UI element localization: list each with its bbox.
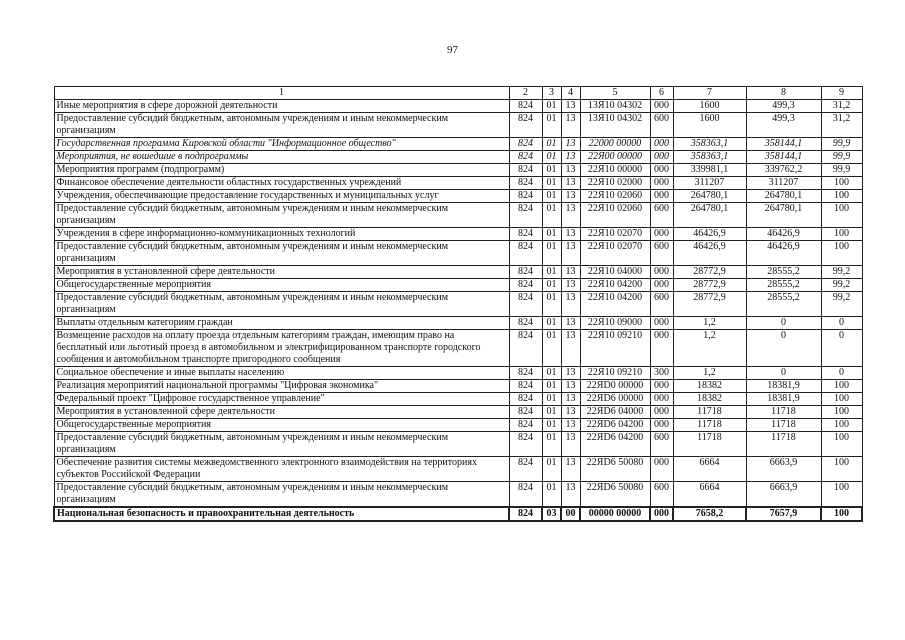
table-row [54, 419, 862, 432]
percent-cell: 100 [821, 432, 862, 457]
section-cell: 01 [542, 241, 561, 266]
subsection-cell: 13 [561, 266, 580, 279]
table-header-row [54, 87, 862, 100]
name-cell: Выплаты отдельным категориям граждан [54, 317, 509, 330]
target-article-cell: 22ЯD6 04200 [580, 432, 650, 457]
name-cell: Учреждения, обеспечивающие предоставление государственных и муниципальных услуг [54, 190, 509, 203]
expense-type-cell: 000 [650, 151, 673, 164]
name-cell: Учреждения в сфере информационно-коммуникационных технологий [54, 228, 509, 241]
actual-amount-cell: 18381,9 [746, 393, 821, 406]
plan-amount-cell: 311207 [673, 177, 746, 190]
chapter-cell: 824 [509, 151, 542, 164]
name-cell: Обеспечение развития системы межведомственного электронного взаимодействия на территориях субъектов Российской Федерации [54, 457, 509, 482]
name-cell: Иные мероприятия в сфере дорожной деятельности [54, 100, 509, 113]
name-cell: Федеральный проект "Цифровое государственное управление" [54, 393, 509, 406]
subsection-cell: 13 [561, 432, 580, 457]
expense-type-cell: 600 [650, 432, 673, 457]
plan-amount-cell: 18382 [673, 393, 746, 406]
chapter-cell: 824 [509, 482, 542, 508]
percent-cell: 99,9 [821, 164, 862, 177]
percent-cell: 99,2 [821, 279, 862, 292]
actual-amount-cell: 28555,2 [746, 266, 821, 279]
actual-amount-cell: 264780,1 [746, 203, 821, 228]
subsection-cell: 00 [561, 507, 580, 521]
actual-amount-cell: 11718 [746, 419, 821, 432]
target-article-cell: 22ЯD6 50080 [580, 457, 650, 482]
subsection-cell: 13 [561, 419, 580, 432]
actual-amount-cell: 28555,2 [746, 279, 821, 292]
expense-type-cell: 000 [650, 164, 673, 177]
expense-type-cell: 600 [650, 113, 673, 138]
table-row [54, 317, 862, 330]
chapter-cell: 824 [509, 241, 542, 266]
page-number: 97 [447, 44, 458, 56]
plan-amount-cell: 6664 [673, 457, 746, 482]
plan-amount-cell: 7658,2 [673, 507, 746, 521]
chapter-cell: 824 [509, 228, 542, 241]
expense-type-cell: 000 [650, 266, 673, 279]
plan-amount-cell: 28772,9 [673, 266, 746, 279]
plan-amount-cell: 11718 [673, 406, 746, 419]
percent-cell: 100 [821, 406, 862, 419]
chapter-cell: 824 [509, 292, 542, 317]
section-cell: 01 [542, 393, 561, 406]
percent-cell: 100 [821, 393, 862, 406]
header-cell: 4 [561, 87, 580, 100]
actual-amount-cell: 46426,9 [746, 228, 821, 241]
actual-amount-cell: 6663,9 [746, 457, 821, 482]
table-row [54, 266, 862, 279]
subsection-cell: 13 [561, 177, 580, 190]
chapter-cell: 824 [509, 507, 542, 521]
subsection-cell: 13 [561, 292, 580, 317]
subsection-cell: 13 [561, 279, 580, 292]
name-cell: Национальная безопасность и правоохранительная деятельность [54, 507, 509, 521]
section-cell: 01 [542, 330, 561, 367]
plan-amount-cell: 18382 [673, 380, 746, 393]
expense-type-cell: 000 [650, 393, 673, 406]
section-cell: 01 [542, 419, 561, 432]
name-cell: Финансовое обеспечение деятельности областных государственных учреждений [54, 177, 509, 190]
plan-amount-cell: 11718 [673, 432, 746, 457]
plan-amount-cell: 28772,9 [673, 292, 746, 317]
name-cell: Мероприятия в установленной сфере деятельности [54, 406, 509, 419]
chapter-cell: 824 [509, 457, 542, 482]
subsection-cell: 13 [561, 406, 580, 419]
actual-amount-cell: 358144,1 [746, 151, 821, 164]
actual-amount-cell: 46426,9 [746, 241, 821, 266]
plan-amount-cell: 1,2 [673, 330, 746, 367]
chapter-cell: 824 [509, 279, 542, 292]
percent-cell: 31,2 [821, 100, 862, 113]
section-cell: 01 [542, 482, 561, 508]
table-row [54, 406, 862, 419]
percent-cell: 100 [821, 177, 862, 190]
subsection-cell: 13 [561, 113, 580, 138]
plan-amount-cell: 6664 [673, 482, 746, 508]
section-cell: 01 [542, 266, 561, 279]
target-article-cell: 22Я10 09210 [580, 330, 650, 367]
subsection-cell: 13 [561, 100, 580, 113]
chapter-cell: 824 [509, 266, 542, 279]
expense-type-cell: 600 [650, 292, 673, 317]
expense-type-cell: 000 [650, 406, 673, 419]
expense-type-cell: 000 [650, 507, 673, 521]
chapter-cell: 824 [509, 419, 542, 432]
percent-cell: 99,9 [821, 151, 862, 164]
chapter-cell: 824 [509, 432, 542, 457]
section-cell: 01 [542, 190, 561, 203]
expense-type-cell: 000 [650, 419, 673, 432]
actual-amount-cell: 11718 [746, 432, 821, 457]
percent-cell: 100 [821, 507, 862, 521]
section-cell: 01 [542, 432, 561, 457]
section-cell: 01 [542, 367, 561, 380]
name-cell: Реализация мероприятий национальной программы "Цифровая экономика" [54, 380, 509, 393]
expense-type-cell: 600 [650, 203, 673, 228]
section-cell: 01 [542, 164, 561, 177]
expense-type-cell: 000 [650, 138, 673, 151]
expense-type-cell: 000 [650, 380, 673, 393]
target-article-cell: 13Я10 04302 [580, 100, 650, 113]
table-row [54, 279, 862, 292]
actual-amount-cell: 28555,2 [746, 292, 821, 317]
expense-type-cell: 000 [650, 228, 673, 241]
expense-type-cell: 600 [650, 241, 673, 266]
section-cell: 01 [542, 317, 561, 330]
subsection-cell: 13 [561, 393, 580, 406]
target-article-cell: 22Я10 02060 [580, 203, 650, 228]
table-row [54, 367, 862, 380]
actual-amount-cell: 499,3 [746, 113, 821, 138]
target-article-cell: 22Я10 09000 [580, 317, 650, 330]
subsection-cell: 13 [561, 164, 580, 177]
header-cell: 7 [673, 87, 746, 100]
percent-cell: 100 [821, 380, 862, 393]
plan-amount-cell: 1600 [673, 113, 746, 138]
actual-amount-cell: 7657,9 [746, 507, 821, 521]
target-article-cell: 22Я10 02060 [580, 190, 650, 203]
percent-cell: 100 [821, 203, 862, 228]
name-cell: Общегосударственные мероприятия [54, 279, 509, 292]
target-article-cell: 13Я10 04302 [580, 113, 650, 138]
section-cell: 01 [542, 203, 561, 228]
target-article-cell: 22ЯD6 00000 [580, 393, 650, 406]
plan-amount-cell: 1600 [673, 100, 746, 113]
table-row [54, 151, 862, 164]
name-cell: Предоставление субсидий бюджетным, автономным учреждениям и иным некоммерческим организациям [54, 113, 509, 138]
percent-cell: 99,2 [821, 266, 862, 279]
chapter-cell: 824 [509, 164, 542, 177]
actual-amount-cell: 311207 [746, 177, 821, 190]
plan-amount-cell: 28772,9 [673, 279, 746, 292]
percent-cell: 0 [821, 367, 862, 380]
plan-amount-cell: 264780,1 [673, 203, 746, 228]
section-cell: 03 [542, 507, 561, 521]
table-row [54, 241, 862, 266]
plan-amount-cell: 339981,1 [673, 164, 746, 177]
chapter-cell: 824 [509, 367, 542, 380]
expense-type-cell: 000 [650, 100, 673, 113]
header-cell: 1 [54, 87, 509, 100]
percent-cell: 100 [821, 241, 862, 266]
section-cell: 01 [542, 457, 561, 482]
actual-amount-cell: 358144,1 [746, 138, 821, 151]
section-cell: 01 [542, 279, 561, 292]
expense-type-cell: 000 [650, 330, 673, 367]
plan-amount-cell: 46426,9 [673, 241, 746, 266]
table-row [54, 482, 862, 508]
table-row [54, 330, 862, 367]
plan-amount-cell: 46426,9 [673, 228, 746, 241]
header-cell: 5 [580, 87, 650, 100]
actual-amount-cell: 18381,9 [746, 380, 821, 393]
chapter-cell: 824 [509, 113, 542, 138]
chapter-cell: 824 [509, 406, 542, 419]
table-row [54, 380, 862, 393]
target-article-cell: 22Я10 04000 [580, 266, 650, 279]
chapter-cell: 824 [509, 393, 542, 406]
table-row [54, 113, 862, 138]
table-row [54, 228, 862, 241]
percent-cell: 100 [821, 228, 862, 241]
percent-cell: 100 [821, 482, 862, 508]
target-article-cell: 22ЯD0 00000 [580, 380, 650, 393]
percent-cell: 0 [821, 317, 862, 330]
target-article-cell: 22Я10 04200 [580, 292, 650, 317]
percent-cell: 100 [821, 457, 862, 482]
subsection-cell: 13 [561, 203, 580, 228]
expense-type-cell: 000 [650, 457, 673, 482]
subsection-cell: 13 [561, 241, 580, 266]
subsection-cell: 13 [561, 457, 580, 482]
table-row [54, 100, 862, 113]
target-article-cell: 22Я10 02070 [580, 228, 650, 241]
name-cell: Мероприятия программ (подпрограмм) [54, 164, 509, 177]
table-row [54, 292, 862, 317]
actual-amount-cell: 339762,2 [746, 164, 821, 177]
table-row [54, 138, 862, 151]
section-cell: 01 [542, 177, 561, 190]
header-cell: 3 [542, 87, 561, 100]
target-article-cell: 22Я10 00000 [580, 164, 650, 177]
subsection-cell: 13 [561, 190, 580, 203]
name-cell: Общегосударственные мероприятия [54, 419, 509, 432]
table-row [54, 507, 862, 521]
plan-amount-cell: 1,2 [673, 367, 746, 380]
expense-type-cell: 000 [650, 279, 673, 292]
table-row [54, 164, 862, 177]
section-cell: 01 [542, 100, 561, 113]
target-article-cell: 22ЯD6 04000 [580, 406, 650, 419]
section-cell: 01 [542, 406, 561, 419]
target-article-cell: 00000 00000 [580, 507, 650, 521]
section-cell: 01 [542, 138, 561, 151]
expense-type-cell: 000 [650, 317, 673, 330]
actual-amount-cell: 264780,1 [746, 190, 821, 203]
percent-cell: 0 [821, 330, 862, 367]
plan-amount-cell: 264780,1 [673, 190, 746, 203]
table-row [54, 190, 862, 203]
section-cell: 01 [542, 380, 561, 393]
actual-amount-cell: 499,3 [746, 100, 821, 113]
subsection-cell: 13 [561, 367, 580, 380]
target-article-cell: 22000 00000 [580, 138, 650, 151]
chapter-cell: 824 [509, 100, 542, 113]
header-cell: 6 [650, 87, 673, 100]
subsection-cell: 13 [561, 482, 580, 508]
section-cell: 01 [542, 113, 561, 138]
chapter-cell: 824 [509, 203, 542, 228]
plan-amount-cell: 358363,1 [673, 151, 746, 164]
chapter-cell: 824 [509, 190, 542, 203]
name-cell: Предоставление субсидий бюджетным, автономным учреждениям и иным некоммерческим организациям [54, 292, 509, 317]
plan-amount-cell: 11718 [673, 419, 746, 432]
expense-type-cell: 600 [650, 482, 673, 508]
target-article-cell: 22Я10 04200 [580, 279, 650, 292]
header-cell: 9 [821, 87, 862, 100]
actual-amount-cell: 6663,9 [746, 482, 821, 508]
name-cell: Социальное обеспечение и иные выплаты населению [54, 367, 509, 380]
section-cell: 01 [542, 151, 561, 164]
header-cell: 8 [746, 87, 821, 100]
expense-type-cell: 000 [650, 190, 673, 203]
percent-cell: 99,9 [821, 138, 862, 151]
expense-type-cell: 300 [650, 367, 673, 380]
section-cell: 01 [542, 292, 561, 317]
actual-amount-cell: 11718 [746, 406, 821, 419]
section-cell: 01 [542, 228, 561, 241]
table-row [54, 203, 862, 228]
subsection-cell: 13 [561, 330, 580, 367]
table-row [54, 432, 862, 457]
percent-cell: 100 [821, 190, 862, 203]
name-cell: Мероприятия, не вошедшие в подпрограммы [54, 151, 509, 164]
header-cell: 2 [509, 87, 542, 100]
name-cell: Государственная программа Кировской области "Информационное общество" [54, 138, 509, 151]
subsection-cell: 13 [561, 228, 580, 241]
target-article-cell: 22Я10 02070 [580, 241, 650, 266]
table-row [54, 393, 862, 406]
subsection-cell: 13 [561, 151, 580, 164]
target-article-cell: 22Я10 02000 [580, 177, 650, 190]
target-article-cell: 22ЯD6 50080 [580, 482, 650, 508]
name-cell: Мероприятия в установленной сфере деятельности [54, 266, 509, 279]
actual-amount-cell: 0 [746, 317, 821, 330]
chapter-cell: 824 [509, 138, 542, 151]
plan-amount-cell: 358363,1 [673, 138, 746, 151]
chapter-cell: 824 [509, 330, 542, 367]
chapter-cell: 824 [509, 317, 542, 330]
name-cell: Предоставление субсидий бюджетным, автономным учреждениям и иным некоммерческим организациям [54, 432, 509, 457]
percent-cell: 31,2 [821, 113, 862, 138]
expense-type-cell: 000 [650, 177, 673, 190]
table-row [54, 177, 862, 190]
target-article-cell: 22Я10 09210 [580, 367, 650, 380]
budget-table [53, 86, 863, 522]
percent-cell: 100 [821, 419, 862, 432]
target-article-cell: 22Я00 00000 [580, 151, 650, 164]
name-cell: Возмещение расходов на оплату проезда отдельным категориям граждан, имеющим право на бесплатный или льготный проезд в автомобильном и электрифицированном транспорте городского сообщения и автомобильном транспорте пригородного сообщения [54, 330, 509, 367]
subsection-cell: 13 [561, 380, 580, 393]
subsection-cell: 13 [561, 317, 580, 330]
target-article-cell: 22ЯD6 04200 [580, 419, 650, 432]
chapter-cell: 824 [509, 177, 542, 190]
actual-amount-cell: 0 [746, 330, 821, 367]
name-cell: Предоставление субсидий бюджетным, автономным учреждениям и иным некоммерческим организациям [54, 203, 509, 228]
name-cell: Предоставление субсидий бюджетным, автономным учреждениям и иным некоммерческим организациям [54, 241, 509, 266]
chapter-cell: 824 [509, 380, 542, 393]
plan-amount-cell: 1,2 [673, 317, 746, 330]
actual-amount-cell: 0 [746, 367, 821, 380]
table-row [54, 457, 862, 482]
percent-cell: 99,2 [821, 292, 862, 317]
subsection-cell: 13 [561, 138, 580, 151]
name-cell: Предоставление субсидий бюджетным, автономным учреждениям и иным некоммерческим организациям [54, 482, 509, 508]
